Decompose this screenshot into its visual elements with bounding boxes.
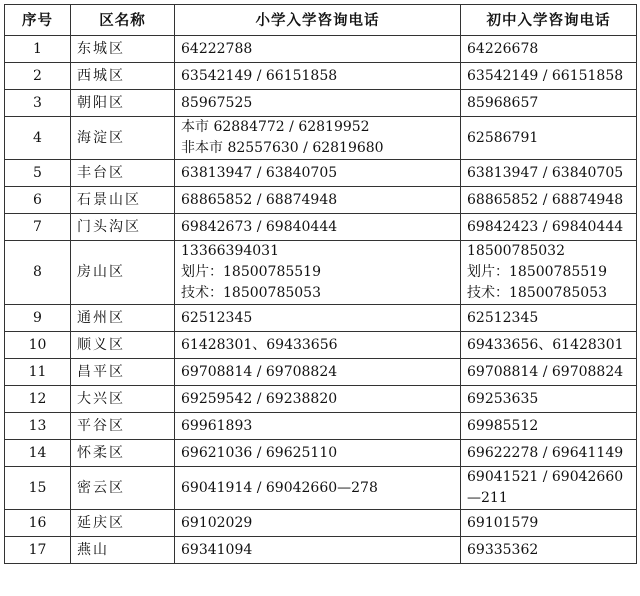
row-index: 2	[5, 63, 71, 90]
primary-phone-line: 本市 62884772 / 62819952	[181, 119, 370, 135]
row-index: 7	[5, 214, 71, 241]
junior-phone-cell	[461, 36, 637, 63]
table-row	[5, 36, 637, 63]
table-row	[5, 305, 637, 332]
primary-phone-line: 非本市 82557630 / 62819680	[181, 140, 384, 156]
junior-phone-cell	[461, 63, 637, 90]
junior-phone-line: 64226678	[467, 40, 539, 57]
junior-phone-line: 技术：18500785053	[467, 285, 607, 301]
primary-phone-line: 69041914 / 69042660—278	[181, 479, 378, 496]
junior-phone-line: 69985512	[467, 417, 539, 434]
junior-phone-cell	[461, 241, 637, 305]
junior-phone-cell	[461, 90, 637, 117]
junior-phone-cell	[461, 467, 637, 510]
primary-phone-cell	[175, 386, 461, 413]
header-district: 区名称	[71, 5, 175, 36]
primary-phone-line: 68865852 / 68874948	[181, 191, 338, 208]
primary-phone-line: 69961893	[181, 417, 253, 434]
row-index: 5	[5, 160, 71, 187]
primary-phone-cell	[175, 214, 461, 241]
table-row	[5, 241, 637, 305]
table-row	[5, 359, 637, 386]
primary-phone-line: 69842673 / 69840444	[181, 218, 338, 235]
row-index: 1	[5, 36, 71, 63]
junior-phone-line: 划片：18500785519	[467, 264, 607, 280]
junior-phone-line: 69433656、61428301	[467, 336, 624, 353]
junior-phone-line: 85968657	[467, 94, 539, 111]
header-junior-phone: 初中入学咨询电话	[461, 5, 637, 36]
district-name: 平谷区	[71, 413, 175, 440]
junior-phone-cell	[461, 305, 637, 332]
primary-phone-line: 64222788	[181, 40, 253, 57]
primary-phone-line: 62512345	[181, 309, 253, 326]
primary-phone-line: 69341094	[181, 541, 253, 558]
district-name: 昌平区	[71, 359, 175, 386]
table-row	[5, 467, 637, 510]
primary-phone-line: 69621036 / 69625110	[181, 444, 338, 461]
junior-phone-line: 63813947 / 63840705	[467, 164, 624, 181]
table-body	[5, 36, 637, 564]
junior-phone-line: 69622278 / 69641149	[467, 444, 624, 461]
junior-phone-line: 68865852 / 68874948	[467, 191, 624, 208]
row-index: 17	[5, 537, 71, 564]
primary-phone-cell	[175, 90, 461, 117]
district-name: 东城区	[71, 36, 175, 63]
junior-phone-cell	[461, 413, 637, 440]
primary-phone-line: 63542149 / 66151858	[181, 67, 338, 84]
primary-phone-cell	[175, 413, 461, 440]
junior-phone-line: —211	[467, 490, 508, 506]
row-index: 12	[5, 386, 71, 413]
primary-phone-cell	[175, 359, 461, 386]
district-name: 通州区	[71, 305, 175, 332]
row-index: 6	[5, 187, 71, 214]
primary-phone-cell	[175, 63, 461, 90]
table-row	[5, 386, 637, 413]
primary-phone-cell	[175, 510, 461, 537]
district-name: 朝阳区	[71, 90, 175, 117]
row-index: 9	[5, 305, 71, 332]
junior-phone-line: 69041521 / 69042660	[467, 469, 624, 485]
junior-phone-cell	[461, 332, 637, 359]
primary-phone-line: 69259542 / 69238820	[181, 390, 338, 407]
table-row	[5, 90, 637, 117]
row-index: 11	[5, 359, 71, 386]
table-row	[5, 440, 637, 467]
junior-phone-cell	[461, 386, 637, 413]
primary-phone-line: 63813947 / 63840705	[181, 164, 338, 181]
primary-phone-cell	[175, 36, 461, 63]
primary-phone-cell	[175, 305, 461, 332]
junior-phone-line: 69708814 / 69708824	[467, 363, 624, 380]
junior-phone-line: 62586791	[467, 129, 539, 146]
junior-phone-cell	[461, 160, 637, 187]
junior-phone-cell	[461, 510, 637, 537]
table-row	[5, 187, 637, 214]
junior-phone-cell	[461, 440, 637, 467]
junior-phone-line: 62512345	[467, 309, 539, 326]
table-row	[5, 63, 637, 90]
primary-phone-cell	[175, 117, 461, 160]
district-name: 海淀区	[71, 117, 175, 160]
row-index: 4	[5, 117, 71, 160]
district-name: 石景山区	[71, 187, 175, 214]
primary-phone-line: 69102029	[181, 514, 253, 531]
district-name: 丰台区	[71, 160, 175, 187]
table-row	[5, 510, 637, 537]
header-index: 序号	[5, 5, 71, 36]
row-index: 15	[5, 467, 71, 510]
primary-phone-line: 技术：18500785053	[181, 285, 321, 301]
junior-phone-line: 63542149 / 66151858	[467, 67, 624, 84]
junior-phone-cell	[461, 359, 637, 386]
junior-phone-line: 18500785032	[467, 243, 565, 259]
district-name: 密云区	[71, 467, 175, 510]
primary-phone-line: 13366394031	[181, 243, 279, 259]
primary-phone-cell	[175, 332, 461, 359]
junior-phone-cell	[461, 187, 637, 214]
junior-phone-line: 69842423 / 69840444	[467, 218, 624, 235]
primary-phone-cell	[175, 241, 461, 305]
primary-phone-line: 85967525	[181, 94, 253, 111]
primary-phone-cell	[175, 440, 461, 467]
table-row	[5, 117, 637, 160]
district-name: 延庆区	[71, 510, 175, 537]
row-index: 14	[5, 440, 71, 467]
district-name: 大兴区	[71, 386, 175, 413]
row-index: 10	[5, 332, 71, 359]
district-name: 房山区	[71, 241, 175, 305]
junior-phone-cell	[461, 214, 637, 241]
district-name: 燕山	[71, 537, 175, 564]
district-name: 西城区	[71, 63, 175, 90]
school-enrollment-phone-table	[4, 4, 637, 564]
primary-phone-line: 61428301、69433656	[181, 336, 338, 353]
table-row	[5, 160, 637, 187]
junior-phone-line: 69335362	[467, 541, 539, 558]
primary-phone-cell	[175, 187, 461, 214]
primary-phone-cell	[175, 467, 461, 510]
primary-phone-line: 69708814 / 69708824	[181, 363, 338, 380]
table-row	[5, 332, 637, 359]
primary-phone-line: 划片：18500785519	[181, 264, 321, 280]
junior-phone-line: 69101579	[467, 514, 539, 531]
junior-phone-line: 69253635	[467, 390, 539, 407]
district-name: 门头沟区	[71, 214, 175, 241]
table-row	[5, 413, 637, 440]
row-index: 8	[5, 241, 71, 305]
header-primary-phone: 小学入学咨询电话	[175, 5, 461, 36]
row-index: 16	[5, 510, 71, 537]
district-name: 怀柔区	[71, 440, 175, 467]
table-row	[5, 214, 637, 241]
junior-phone-cell	[461, 537, 637, 564]
table-row	[5, 537, 637, 564]
table-header-row	[5, 5, 637, 36]
primary-phone-cell	[175, 537, 461, 564]
row-index: 3	[5, 90, 71, 117]
primary-phone-cell	[175, 160, 461, 187]
district-name: 顺义区	[71, 332, 175, 359]
junior-phone-cell	[461, 117, 637, 160]
row-index: 13	[5, 413, 71, 440]
